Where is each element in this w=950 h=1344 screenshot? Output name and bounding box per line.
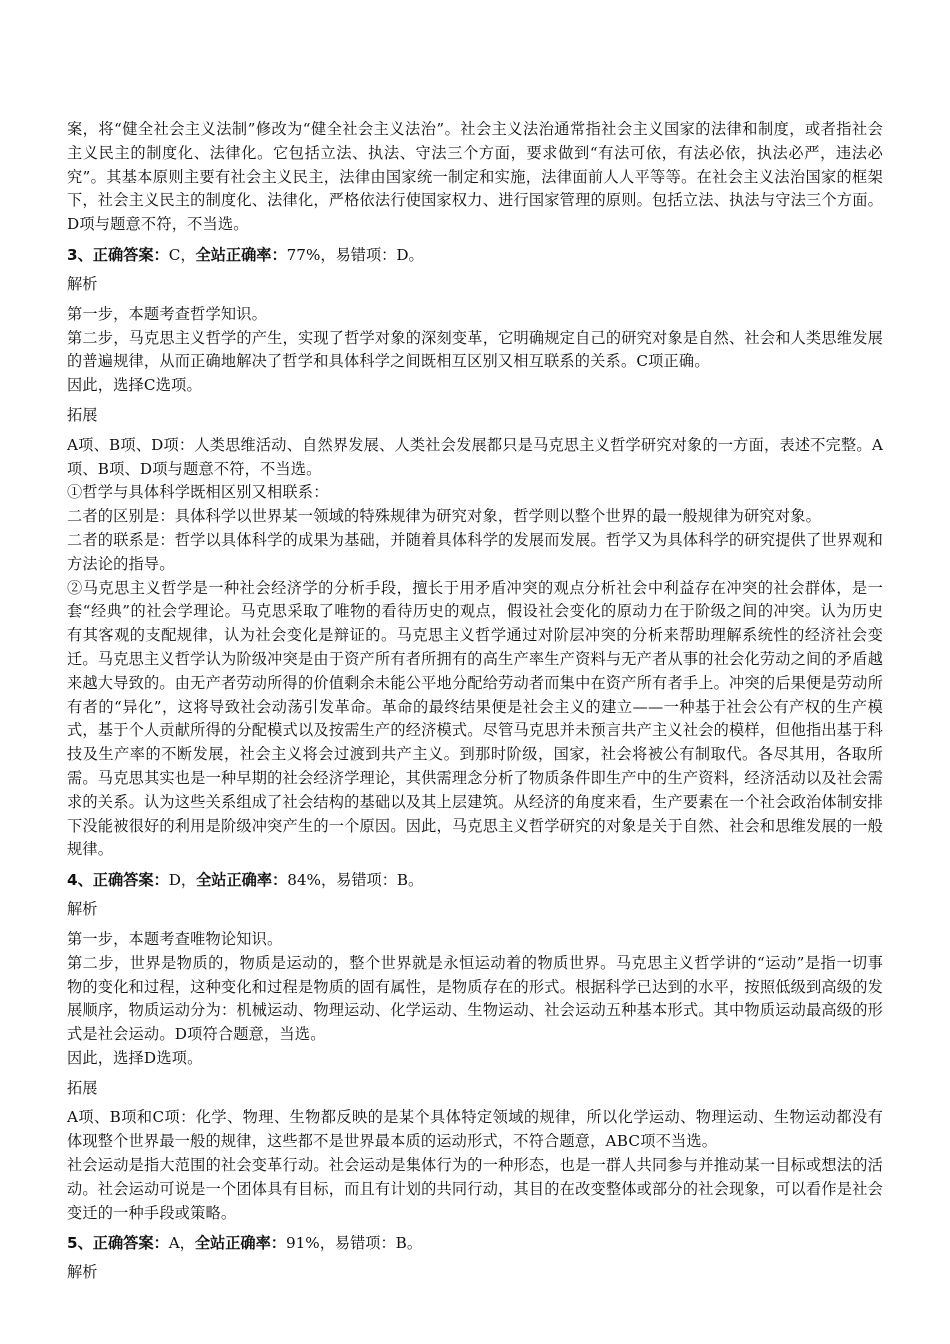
q4-answer-heading: 4、正确答案：D，全站正确率：84%，易错项：B。: [67, 871, 424, 890]
q4-analysis-conclusion: 因此，选择D选项。: [67, 1048, 203, 1067]
q4-extension-para: 社会运动是指大范围的社会变革行动。社会运动是集体行为的一种形态，也是一群人共同参与并推动某一目标或想法的活动。社会运动可说是一个团体具有目标，而且有计划的共同行动，其目的在改变整体或部分的社会现象，可以看作是社会变迁的一种手段或策略。: [67, 1156, 883, 1222]
q4-extension-label: 拓展: [67, 1078, 98, 1097]
q3-extension-para: ②马克思主义哲学是一种社会经济学的分析手段，擅长于用矛盾冲突的观点分析社会中利益存在冲突的社会群体，是一套“经典”的社会学理论。马克思采取了唯物的看待历史的观点，假设社会变化的原动力在于阶级之间的冲突。认为历史有其客观的支配规律，认为社会变化是辩证的。马克思主义哲学通过对阶层冲突的分析来帮助理解系统性的经济社会变迁。马克思主义哲学认为阶级冲突是由于资产所有者所拥有的高生产率生产资料与无产者从事的社会化劳动之间的矛盾越来越大导致的。由无产者劳动所得的价值剩余未能公平地分配给劳动者而集中在资产所有者手上。冲突的后果便是劳动所有者的“异化”，这将导致社会动荡引发革命。革命的最终结果便是社会主义的建立——一种基于社会公有产权的生产模式，基于个人贡献所得的分配模式以及按需生产的经济模式。尽管马克思并未预言共产主义社会的模样，但他指出基于科技及生产率的不断发展，社会主义将会过渡到共产主义。到那时阶级，国家，社会将被公有制取代。各尽其用，各取所需。马克思其实也是一种早期的社会经济学理论，其供需理念分析了物质条件即生产中的生产资料，经济活动以及社会需求的关系。认为这些关系组成了社会结构的基础以及其上层建筑。从经济的角度来看，生产要素在一个社会政治体制安排下没能被很好的利用是阶级冲突产生的一个原因。因此，马克思主义哲学研究的对象是关于自然、社会和思维发展的一般规律。: [67, 578, 883, 859]
q3-analysis-step1: 第一步，本题考查哲学知识。: [67, 304, 268, 323]
q5-answer-heading: 5、正确答案：A，全站正确率：91%，易错项：B。: [67, 1234, 423, 1253]
q3-extension-para: A项、B项、D项：人类思维活动、自然界发展、人类社会发展都只是马克思主义哲学研究对象的一方面，表述不完整。A项、B项、D项与题意不符，不当选。: [67, 435, 883, 478]
q3-analysis-step2: 第二步，马克思主义哲学的产生，实现了哲学对象的深刻变革，它明确规定自己的研究对象是自然、社会和人类思维发展的普遍规律，从而正确地解决了哲学和具体科学之间既相互区别又相互联系的关系。C项正确。: [67, 328, 883, 371]
q3-answer-heading: 3、正确答案：C，全站正确率：77%，易错项：D。: [67, 245, 424, 264]
q3-extension-label: 拓展: [67, 405, 98, 424]
document-page: [67, 118, 883, 1285]
q3-extension-para: ①哲学与具体科学既相区别又相联系：: [67, 483, 329, 502]
q3-extension-para: 二者的联系是：哲学以具体科学的成果为基础，并随着具体科学的发展而发展。哲学又为具体科学的研究提供了世界观和方法论的指导。: [67, 530, 883, 573]
paragraph-q2-continuation: 案，将“健全社会主义法制”修改为“健全社会主义法治”。社会主义法治通常指社会主义国家的法律和制度，或者指社会主义民主的制度化、法律化。它包括立法、执法、守法三个方面，要求做到“有法可依，有法必依，执法必严，违法必究”。其基本原则主要有社会主义民主，法律由国家统一制定和实施，法律面前人人平等等。在社会主义法治国家的框架下，社会主义民主的制度化、法律化，严格依法行使国家权力、进行国家管理的原则。包括立法、执法与守法三个方面。D项与题意不符，不当选。: [67, 120, 883, 234]
q4-analysis-step1: 第一步，本题考查唯物论知识。: [67, 929, 283, 948]
q3-analysis-label: 解析: [67, 274, 98, 293]
q4-extension-para: A项、B项和C项：化学、物理、生物都反映的是某个具体特定领域的规律，所以化学运动、物理运动、生物运动都没有体现整个世界最一般的规律，这些都不是世界最本质的运动形式，不符合题意，ABC项不当选。: [67, 1108, 883, 1151]
q5-analysis-label: 解析: [67, 1263, 98, 1282]
q4-analysis-label: 解析: [67, 900, 98, 919]
q3-extension-para: 二者的区别是：具体科学以世界某一领域的特殊规律为研究对象，哲学则以整个世界的最一般规律为研究对象。: [67, 507, 821, 526]
q3-analysis-conclusion: 因此，选择C选项。: [67, 376, 202, 395]
q4-analysis-step2: 第二步，世界是物质的，物质是运动的，整个世界就是永恒运动着的物质世界。马克思主义哲学讲的“运动”是指一切事物的变化和过程，这种变化和过程是物质的固有属性，是物质存在的形式。根据科学已达到的水平，按照低级到高级的发展顺序，物质运动分为：机械运动、物理运动、化学运动、生物运动、社会运动五种基本形式。其中物质运动最高级的形式是社会运动。D项符合题意，当选。: [67, 953, 883, 1044]
